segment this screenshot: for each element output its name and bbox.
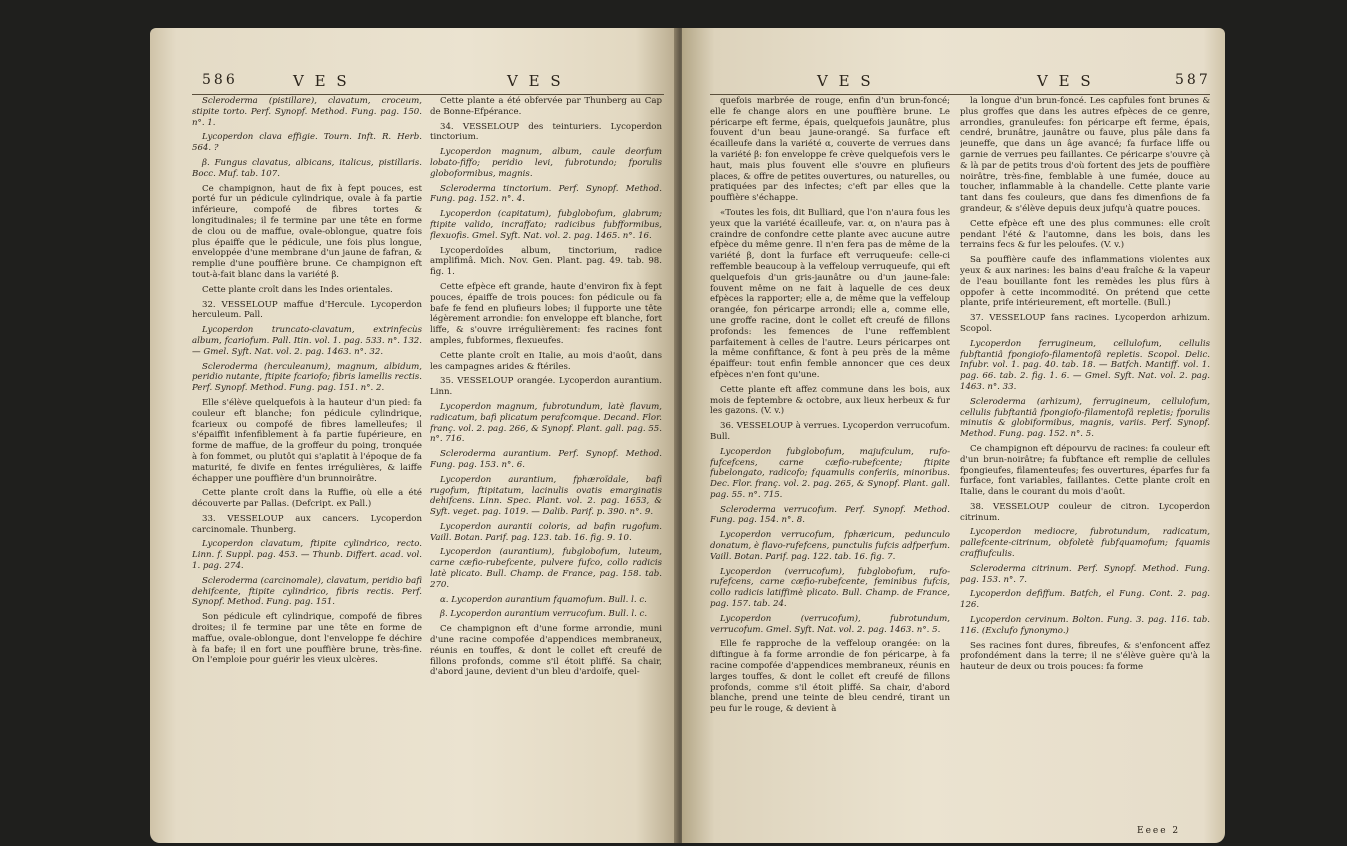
paragraph: Lycoperdon magnum, album, caule deorfum lobato-fiffo; peridio levi, fubrotundo; fporulis globoformibus, magnis. xyxy=(430,147,662,179)
paragraph: Cette plante eft affez commune dans les bois, aux mois de feptembre & octobre, aux lieux herbeux & fur les gazons. (V. v.) xyxy=(710,384,950,417)
paragraph: Lycoperdon clava effigie. Tourn. Inft. R. Herb. 564. ? xyxy=(192,132,422,154)
paragraph: Cette plante croît en Italie, au mois d'août, dans les campagnes arides & ftériles. xyxy=(430,350,662,372)
paragraph: Cette efpèce eft une des plus communes: elle croît pendant l'été & l'automne, dans les bois, dans les terrains fecs & fur les peloufes. (V. v.) xyxy=(960,218,1210,251)
page-number-right: 587 xyxy=(1175,72,1211,88)
paragraph: Lycoperdon (verrucofum), fubglobofum, rufo-rufefcens, carne cæfio-rubefcente, feminibus fufcis, collo radicis latiffimè plicato. Bull. Champ. de France, pag. 157. tab. 24. xyxy=(710,566,950,610)
paragraph: Lycoperdon clavatum, ftipite cylindrico, recto. Linn. f. Suppl. pag. 453. — Thunb. Differt. acad. vol. 1. pag. 274. xyxy=(192,539,422,572)
page-number-left: 586 xyxy=(202,72,238,88)
paragraph: Scleroderma (arhizum), ferrugineum, cellulofum, cellulis fubftantiâ fpongiofo-filamentofâ repletis; fporulis minutis & globiformibus, magnis, variis. Perf. Synopf. Method. Fung. pag. 152. n°. 5. xyxy=(960,396,1210,440)
paragraph: Scleroderma (carcinomale), clavatum, peridio bafi dehifcente, ftipite cylindrico, fibris rectis. Perf. Synopf. Method. Fung. pag. 151. xyxy=(192,575,422,608)
paragraph: Scleroderma (herculeanum), magnum, albidum, peridio nutante, ftipite fcariofo; fibris lamellis rectis. Perf. Synopf. Method. Fung. pag. 151. n°. 2. xyxy=(192,361,422,394)
paragraph: Cette plante croît dans la Ruffie, où elle a été découverte par Pallas. (Defcript. ex Pall.) xyxy=(192,488,422,510)
left-column-1 xyxy=(192,96,422,836)
paragraph: Cette plante croît dans les Indes orientales. xyxy=(202,284,393,295)
paragraph: Lycoperdon (verrucofum), fubrotundum, verrucofum. Gmel. Syft. Nat. vol. 2. pag. 1463. n°. 5. xyxy=(710,613,950,635)
paragraph: Lycoperdon mediocre, fubrotundum, radicatum, pallefcente-citrinum, obfoletè fubfquamofum; fquamis craffiufculis. xyxy=(960,527,1210,560)
paragraph: Lycoperdon ferrugineum, cellulofum, cellulis fubftantiâ fpongiofo-filamentofâ repletis. Scopol. Delic. Infubr. vol. 1. pag. 40. tab. 18. — Batfch. Mantiff. vol. 1. pag. 66. tab. 2. fig. 1. 6. — Gmel. Syft. Nat. vol. 2. pag. 1463. n°. 33. xyxy=(960,338,1210,392)
paragraph: «Toutes les fois, dit Bulliard, que l'on n'aura fous les yeux que la variété écailleufe, var. α, on n'aura pas à craindre de confondre cette plante avec aucune autre efpèce du même genre. Il n'en fera pas de même de la variété β, dont la furface eft verruqueufe: celle-ci reffemble beaucoup à la veffeloup verruqueufe, qui eft quelquefois d'un gris-jaunâtre ou d'un jaune-fale: fouvent même on ne fait à laquelle de ces deux efpèces la rapporter; elle a, de même que la veffeloup orangée, fon péricarpe arrondi; elle a, comme elle, une groffe racine, dont le collet eft creufé de fillons profonds: les femences de l'une reffemblent parfaitement à celles de l'autre. Leurs péricarpes ont la même confiftance, & font à peu près de la même épaiffeur: tout enfin femble annoncer que ces deux efpèces n'en font qu'une. xyxy=(710,207,950,380)
paragraph: Ce champignon eft d'une forme arrondie, muni d'une racine compofée d'appendices membraneux, réunis en touffes, & dont le collet eft creufé de fillons profonds, comme s'il étoit pliffé. Sa chair, d'abord jaune, devient d'un bleu d'ardoife, quel- xyxy=(430,624,662,678)
paragraph: Lycoperdon fubglobofum, majufculum, rufo-fufcefcens, carne cæfio-rubefcente; ftipite fubelongato, radicofo; fquamulis conferiis, minoribus. Dec. Flor. franç. vol. 2. pag. 265, & Synopf. Plant. gall. pag. 55. n°. 715. xyxy=(710,446,950,500)
paragraph: Elle fe rapproche de la veffeloup orangée: on la diftingue à fa forme arrondie de fon péricarpe, à fa racine compofée d'appendices membraneux, réunis en larges touffes, & dont le collet eft creufé de fillons profonds, comme s'il étoit pliffé. Sa chair, d'abord blanche, prend une teinte de bleu cendré, tirant un peu fur le rouge, & devient à xyxy=(710,639,950,715)
paragraph: 34. VESSELOUP des teinturiers. Lycoperdon tinctorium. xyxy=(430,121,662,143)
paragraph: Son pédicule eft cylindrique, compofé de fibres droites; il fe termine par une tête en forme de maffue, ovale-oblongue, dont l'enveloppe fe déchire à fa bafe; il en fort une pouffière brune, très-fine. On l'emploie pour guérir les vieux ulcères. xyxy=(192,612,422,666)
paragraph: 35. VESSELOUP orangée. Lycoperdon aurantium. Linn. xyxy=(430,376,662,398)
paragraph: Scleroderma tinctorium. Perf. Synopf. Method. Fung. pag. 152. n°. 4. xyxy=(430,183,662,205)
paragraph: Sa pouffière caufe des inflammations violentes aux yeux & aux narines: les bains d'eau fraîche & la vapeur de l'eau bouillante font les remèdes les plus fûrs à oppofer à cette incommodité. On prétend que cette plante, prife intérieurement, eft mortelle. (Bull.) xyxy=(960,255,1210,309)
paragraph: Scleroderma aurantium. Perf. Synopf. Method. Fung. pag. 153. n°. 6. xyxy=(430,449,662,470)
paragraph: Scleroderma verrucofum. Perf. Synopf. Method. Fung. pag. 154. n°. 8. xyxy=(710,504,950,526)
paragraph: Lycoperdon magnum, fubrotundum, latè flavum, radicatum, bafi plicatum perafcomque. Decand. Flor. franç. vol. 2. pag. 266, & Synopf. Plant. gall. pag. 55. n°. 716. xyxy=(430,401,662,445)
paragraph: β. Fungus clavatus, albicans, italicus, pistillaris. Bocc. Muf. tab. 107. xyxy=(192,157,422,179)
right-page xyxy=(682,28,1225,843)
paragraph: α. Lycoperdon aurantium fquamofum. Bull. l. c. xyxy=(440,594,647,605)
paragraph: 37. VESSELOUP fans racines. Lycoperdon arhizum. Scopol. xyxy=(960,313,1210,334)
paragraph: 33. VESSELOUP aux cancers. Lycoperdon carcinomale. Thunberg. xyxy=(192,513,422,535)
running-head-left-2: V E S xyxy=(507,72,564,90)
running-head-left-1: V E S xyxy=(293,72,350,90)
paragraph: Lycoperdon (aurantium), fubglobofum, luteum, carne cæfio-rubefcente, pulvere fufco, collo radicis latè plicato. Bull. Champ. de France, pag. 158. tab. 270. xyxy=(430,547,662,590)
paragraph: Lycoperdon truncato-clavatum, extrinfecùs album, fcariofum. Pall. Itin. vol. 1. pag. 533. n°. 132. — Gmel. Syft. Nat. vol. 2. pag. 1463. n°. 32. xyxy=(192,325,422,357)
paragraph: Scleroderma (pistillare), clavatum, croceum, stipite torto. Perf. Synopf. Method. Fung. pag. 150. n°. 1. xyxy=(192,96,422,128)
paragraph: Ce champignon eft dépourvu de racines: fa couleur eft d'un brun-noirâtre; fa fubftance eft remplie de cellules fpongieufes, filamenteufes; fes ouvertures, éparfes fur fa furface, font variables, faillantes. Cette plante croît en Italie, dans le courant du mois d'août. xyxy=(960,443,1210,498)
open-book xyxy=(150,28,1225,843)
running-head-right-2: V E S xyxy=(1037,72,1094,90)
paragraph: Lycoperdon aurantii coloris, ad bafin rugofum. Vaill. Botan. Parif. pag. 123. tab. 16. fig. 9. 10. xyxy=(430,521,662,543)
running-head-right-1: V E S xyxy=(817,72,874,90)
paragraph: Lycoperdoïdes album, tinctorium, radice amplifimâ. Mich. Nov. Gen. Plant. pag. 49. tab. 98. fig. 1. xyxy=(430,245,662,278)
left-page xyxy=(150,28,678,843)
paragraph: Cette efpèce eft grande, haute d'environ fix à fept pouces, épaiffe de trois pouces: fon pédicule ou fa bafe fe fend en plufieurs lobes; il fupporte une tête légèrement arrondie: fon enveloppe eft blanche, fort liffe, & s'ouvre irrégulièrement: fes racines font amples, fubformes, flexueufes. xyxy=(430,281,662,346)
left-column-2 xyxy=(430,96,662,836)
paragraph: Scleroderma citrinum. Perf. Synopf. Method. Fung. pag. 153. n°. 7. xyxy=(960,563,1210,585)
paragraph: Lycoperdon verrucofum, fphæricum, pedunculo donatum, è flavo-rufefcens, punctulis fufcis adfperfum. Vaill. Botan. Parif. pag. 122. tab. 16. fig. 7. xyxy=(710,530,950,562)
head-rule-right xyxy=(710,94,1210,95)
right-column-1 xyxy=(710,96,950,836)
paragraph: la longue d'un brun-foncé. Les capfules font brunes & plus groffes que dans les autres efpèces de ce genre, arrondies, granuleufes: fon péricarpe eft ferme, épais, cendré, brunâtre, jaunâtre ou fauve, plus pâle dans fa jeuneffe, que dans un âge avancé; fa furface liffe ou garnie de verrues peu faillantes. Ce péricarpe s'ouvre çà & là par de petits trous d'où fortent des jets de pouffière noirâtre, très-fine, femblable à une fumée, douce au toucher, inflammable à la chandelle. Cette plante varie tant dans fes couleurs, que dans fes dimenfions de fa grandeur, & s'élève depuis deux jufqu'à quatre pouces. xyxy=(960,96,1210,214)
head-rule-left xyxy=(192,94,664,95)
paragraph: Ce champignon, haut de fix à fept pouces, est porté fur un pédicule cylindrique, ovale à fa partie inférieure, compofé de fibres tortes & longitudinales; il fe termine par une tête en forme de clou ou de maffue, ovale-oblongue, quatre fois plus épaiffe que le pédicule, une fois plus longue, enveloppée d'une membrane d'un jaune de fafran, & remplie d'une pouffière brune. Ce champignon eft tout-à-fait blanc dans la variété β. xyxy=(192,183,422,280)
paragraph: 36. VESSELOUP à verrues. Lycoperdon verrucofum. Bull. xyxy=(710,421,950,442)
paragraph: 32. VESSELOUP maffue d'Hercule. Lycoperdon herculeum. Pall. xyxy=(192,299,422,321)
paragraph: Lycoperdon (capitatum), fubglobofum, glabrum; ftipite valido, incraffato; radicibus fubfformibus, flexuofis. Gmel. Syft. Nat. vol. 2. pag. 1465. n°. 16. xyxy=(430,209,662,241)
paragraph: Lycoperdon aurantium, fphæroïdale, bafi rugofum, ftipitatum, lacinulis ovatis emarginatis dehifcens. Linn. Spec. Plant. vol. 2. pag. 1653, & Syft. veget. pag. 1019. — Dalib. Parif. p. 390. n°. 9. xyxy=(430,474,662,518)
signature-mark: Eeee 2 xyxy=(1137,826,1181,836)
paragraph: Lycoperdon cervinum. Bolton. Fung. 3. pag. 116. tab. 116. (Exclufo fynonymo.) xyxy=(960,615,1210,636)
paragraph: Elle s'élève quelquefois à la hauteur d'un pied: fa couleur eft blanche; fon pédicule cylindrique, fcarieux ou compofé de fibres lamelleufes; il s'épaiffit infenfiblement à fa partie fupérieure, en forme de maffue, de la groffeur du poing, tronquée à fon fommet, ou plutôt qui s'aplatit à l'époque de fa maturité, fe divife en fentes irrégulières, & laiffe échapper une pouffière d'un brunnoirâtre. xyxy=(192,397,422,484)
paragraph: β. Lycoperdon aurantium verrucofum. Bull. l. c. xyxy=(440,609,648,620)
right-column-2 xyxy=(960,96,1210,826)
paragraph: Cette plante a été obfervée par Thunberg au Cap de Bonne-Efpérance. xyxy=(430,96,662,117)
paragraph: Ses racines font dures, fibreufes, & s'enfoncent affez profondément dans la terre; il ne s'élève guère qu'à la hauteur de deux ou trois pouces: fa forme xyxy=(960,640,1210,673)
paragraph: 38. VESSELOUP couleur de citron. Lycoperdon citrinum. xyxy=(960,501,1210,523)
paragraph: quefois marbrée de rouge, enfin d'un brun-foncé; elle fe change alors en une pouffière brune. Le péricarpe eft ferme, épais, quelquefois jaunâtre, plus fouvent d'un beau jaune-orangé. Sa furface eft écailleufe dans la variété α, couverte de verrues dans la variété β: fon enveloppe fe crève quelquefois vers le haut, mais plus fouvent elle s'ouvre en plufieurs places, & offre de petites ouvertures, ou naturelles, ou pratiquées par des infectes; c'eft par elles que la pouffière s'échappe. xyxy=(710,96,950,204)
paragraph: Lycoperdon defiffum. Batfch, el Fung. Cont. 2. pag. 126. xyxy=(960,589,1210,611)
